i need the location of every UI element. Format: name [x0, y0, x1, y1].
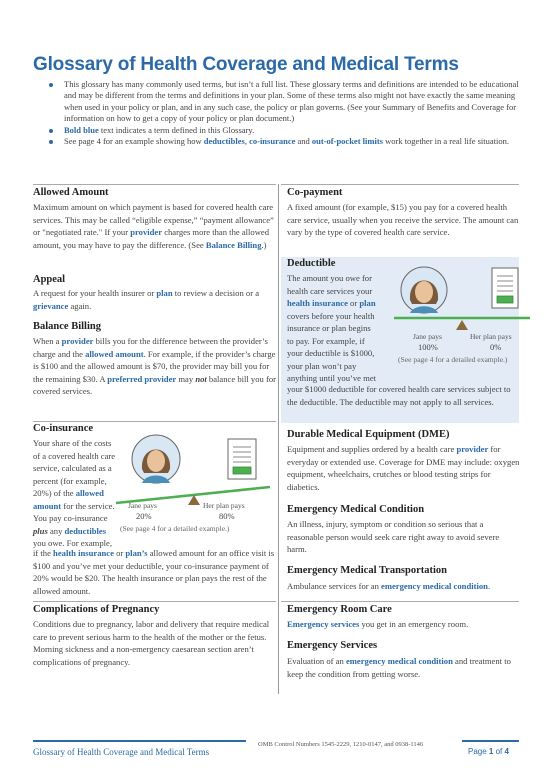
footer-rule-left	[33, 740, 246, 742]
plan-pays-label: Her plan pays	[470, 332, 512, 341]
term-link[interactable]: plan	[156, 288, 173, 298]
definition-emergency-room	[287, 618, 521, 631]
term-deductible: Deductible	[287, 258, 336, 269]
definition-text: to review a decision or a	[172, 288, 260, 298]
scale-fulcrum	[456, 320, 468, 330]
term-link[interactable]: allowed	[75, 488, 104, 498]
section-rule	[281, 184, 519, 185]
plan-pays-value: 0%	[490, 342, 502, 352]
intro-text: See page 4 for an example showing how	[64, 136, 204, 147]
omb-control-numbers: OMB Control Numbers 1545-2229, 1210-0147, and 0938-1146	[258, 741, 424, 748]
intro-text: text indicates a term defined in this Glossary.	[98, 124, 255, 135]
page-of: of	[493, 747, 505, 756]
plan-pays-value: 80%	[219, 511, 235, 521]
definition-text: When a	[33, 336, 62, 346]
section-rule	[33, 421, 276, 422]
emphasis-not: not	[195, 373, 207, 384]
definition-text: .)	[261, 239, 267, 250]
intro-text: This glossary has many commonly used terms, but isn’t a full list. These glossary terms and definitions are intended to be educational and may be different from the terms and definitions in your plan. Some of these terms also might not have exactly the same meaning when used in your policy or plan, and in any such case, the policy or plan governs. (See your Summary of Benefits and Coverage for information on how to get a copy of your policy or plan document.)	[64, 79, 519, 124]
term-link[interactable]: allowed amount	[85, 348, 144, 359]
definition-emergency-services	[287, 655, 521, 680]
intro-item	[36, 125, 526, 136]
term-link[interactable]: Balance Billing	[205, 239, 262, 250]
bold-blue-sample: Bold blue	[64, 124, 99, 135]
definition-text: 20%) of the	[33, 488, 76, 498]
emphasis-plus: plus	[33, 525, 48, 536]
jane-pays-label: Jane pays	[128, 501, 157, 510]
definition-text: The amount you owe for	[287, 273, 372, 283]
term-appeal: Appeal	[33, 274, 66, 285]
definition-text: Equipment and supplies ordered by a health care	[287, 444, 457, 454]
definition-text: . For example, if the provider’s charge is $100 and the allowed amount is $70, the provider may bill you for the remaining $30. A	[33, 348, 276, 384]
definition-copayment: A fixed amount (for example, $15) you pay for a covered health care service, usually when you receive the service. The amount can vary by the type of covered health care service.	[287, 202, 519, 237]
definition-text: .	[487, 581, 491, 591]
definition-deductible-wrap	[287, 272, 397, 385]
definition-text: anything until you’ve met	[287, 373, 377, 383]
term-link[interactable]: amount	[33, 500, 62, 511]
definition-text: allowed amount for an office visit is $100 and you’ve met your deductible, your co-insurance payment of 20% would be $20. The health insurance or plan pays the rest of the allowed amount.	[33, 548, 275, 596]
page-word: Page	[468, 747, 489, 756]
definition-text: A request for your health insurer or	[33, 288, 157, 298]
term-link[interactable]: emergency medical condition	[381, 581, 488, 591]
term-durable-medical-equipment: Durable Medical Equipment (DME)	[287, 429, 450, 440]
definition-text: Evaluation of an	[287, 656, 346, 666]
definition-text: balance bill you for covered services.	[33, 373, 276, 396]
definition-text: or	[347, 298, 360, 308]
definition-text: or	[113, 548, 126, 558]
definition-text: covers before your health	[287, 310, 375, 321]
definition-text: You pay co-insurance	[33, 513, 108, 523]
definition-text: may	[176, 373, 196, 384]
plan-pays-label: Her plan pays	[203, 501, 245, 510]
intro-item	[36, 136, 526, 147]
jane-pays-label: Jane pays	[413, 332, 442, 341]
definition-complications: Conditions due to pregnancy, labor and delivery that require medical care to prevent serious harm to the health of the mother or the fetus. Morning sickness and a non-emergency caesarean section aren’t complications of pregnancy.	[33, 619, 270, 667]
term-link[interactable]: deductibles	[203, 136, 245, 147]
bill-document-icon	[228, 439, 256, 479]
term-emergency-medical-transportation: Emergency Medical Transportation	[287, 565, 448, 576]
definition-text: you owe. For example,	[33, 538, 112, 548]
woman-icon	[132, 435, 180, 483]
definition-appeal	[33, 287, 276, 312]
term-link[interactable]: provider	[61, 336, 94, 346]
see-page-note: (See page 4 for a detailed example.)	[398, 355, 508, 364]
term-coinsurance: Co-insurance	[33, 423, 94, 434]
definition-balance-billing	[33, 335, 276, 398]
definition-text: for everyday or extended use. Coverage for DME may include: oxygen equipment, wheelchairs, crutches or blood testing strips for diabetics.	[287, 444, 520, 492]
term-balance-billing: Balance Billing	[33, 321, 101, 332]
term-link[interactable]: health insurance	[53, 548, 114, 558]
term-link[interactable]: provider	[456, 444, 489, 454]
term-link[interactable]: emergency medical condition	[345, 656, 453, 666]
definition-deductible: your $1000 deductible for covered health care services subject to the deductible. The deductible may not apply to all services.	[287, 384, 511, 407]
bill-document-icon	[492, 268, 518, 308]
term-link[interactable]: out-of-pocket limits	[311, 136, 383, 147]
definition-allowed-amount	[33, 201, 276, 251]
page-total: 4	[504, 747, 509, 756]
definition-text: to pay. For example, if	[287, 335, 365, 346]
definition-text: Ambulance services for an	[287, 581, 382, 591]
definition-emergency-condition: An illness, injury, symptom or condition so serious that a reasonable person would seek care right away to avoid severe harm.	[287, 519, 500, 554]
term-emergency-medical-condition: Emergency Medical Condition	[287, 504, 425, 515]
term-emergency-room-care: Emergency Room Care	[287, 604, 392, 615]
definition-text: bills you for the difference between the provider’s charge and the	[33, 336, 268, 359]
definition-text: and treatment to keep the condition from getting worse.	[287, 656, 511, 679]
definition-dme	[287, 443, 521, 493]
definition-text: if the	[33, 548, 54, 558]
section-rule	[281, 601, 519, 602]
definition-text: for the service.	[61, 500, 115, 511]
term-allowed-amount: Allowed Amount	[33, 187, 109, 198]
definition-text: service, calculated as a	[33, 463, 112, 473]
intro-text: and	[295, 136, 312, 147]
term-link[interactable]: deductibles	[64, 525, 107, 536]
definition-text: your plan won’t pay	[287, 360, 357, 371]
definition-text: Your share of the costs	[33, 438, 112, 448]
definition-text: you get in an emergency room.	[359, 619, 469, 629]
definition-text: charges more than the allowed amount, you may have to pay the difference. (See	[33, 227, 270, 250]
definition-text: again.	[68, 300, 92, 311]
definition-text: Maximum amount on which payment is based for covered health care services. This may be called “eligible expense,” “payment allowance” or "negotiated rate." If your	[33, 202, 274, 237]
page-title: Glossary of Health Coverage and Medical Terms	[33, 54, 459, 75]
intro-item	[36, 79, 526, 125]
definition-text: any	[47, 525, 65, 536]
term-complications-of-pregnancy: Complications of Pregnancy	[33, 604, 160, 615]
definition-text: insurance or plan begins	[287, 323, 371, 333]
term-link[interactable]: grievance	[33, 300, 69, 311]
definition-text: percent (for example,	[33, 475, 107, 486]
page-number: 1	[488, 747, 494, 756]
see-page-note: (See page 4 for a detailed example.)	[120, 524, 230, 533]
term-link[interactable]: health insurance	[287, 298, 348, 308]
term-link[interactable]: plan	[359, 298, 376, 308]
jane-pays-value: 20%	[136, 511, 152, 521]
definition-text: your deductible is $1000,	[287, 348, 375, 358]
intro-text: ,	[244, 136, 250, 147]
section-rule	[33, 601, 276, 602]
term-emergency-services: Emergency Services	[287, 640, 378, 651]
term-link[interactable]: provider	[130, 227, 163, 237]
woman-icon	[401, 267, 447, 313]
intro-text: work together in a real life situation.	[382, 136, 510, 147]
jane-pays-value: 100%	[418, 342, 438, 352]
section-rule	[33, 184, 276, 185]
term-link[interactable]: plan’s	[125, 548, 148, 558]
column-divider	[278, 184, 279, 694]
footer-title: Glossary of Health Coverage and Medical Terms	[33, 747, 210, 757]
intro-list	[36, 79, 526, 147]
definition-text: of a covered health care	[33, 450, 116, 461]
term-link[interactable]: co-insurance	[249, 136, 296, 147]
footer-rule-right	[462, 740, 519, 742]
term-link[interactable]: Emergency services	[287, 619, 360, 629]
definition-coinsurance	[33, 547, 276, 597]
term-copayment: Co-payment	[287, 187, 343, 198]
term-link[interactable]: preferred provider	[107, 373, 177, 384]
definition-emergency-transportation	[287, 580, 521, 593]
definition-text: health care services your	[287, 285, 373, 296]
page-indicator	[468, 747, 509, 756]
